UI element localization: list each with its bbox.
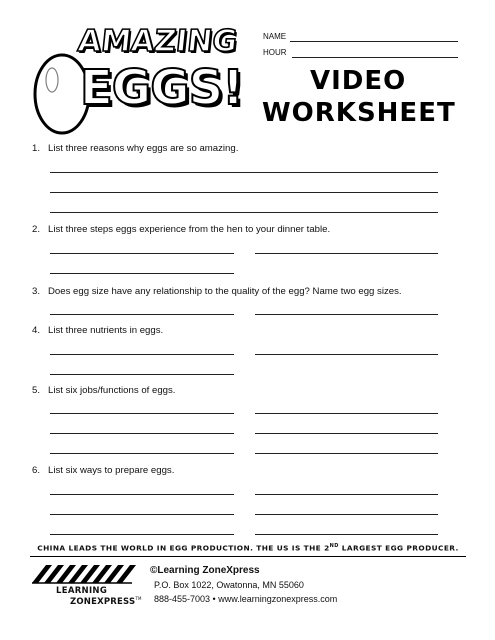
egg-fact-banner (30, 543, 466, 552)
question-text: Does egg size have any relationship to the quality of the egg? Name two egg sizes. (48, 286, 402, 297)
answer-line[interactable] (255, 534, 438, 535)
answer-line[interactable] (50, 433, 234, 434)
learning-zonexpress-logo-icon (32, 563, 144, 585)
question-number: 4. (32, 325, 41, 336)
question-number: 1. (32, 143, 41, 154)
hour-label: HOUR (263, 48, 287, 57)
answer-line[interactable] (50, 494, 234, 495)
question-2 (32, 224, 330, 235)
logo-text-zonexpress (70, 596, 142, 607)
question-number: 5. (32, 385, 41, 396)
title-eggs: EGGS! (80, 60, 244, 116)
subtitle-worksheet: WORKSHEET (262, 98, 456, 128)
answer-line[interactable] (50, 514, 234, 515)
answer-line[interactable] (50, 314, 234, 315)
answer-line[interactable] (50, 253, 234, 254)
question-text: List three reasons why eggs are so amazing. (48, 143, 239, 154)
company-address: P.O. Box 1022, Owatonna, MN 55060 (154, 580, 304, 590)
answer-line[interactable] (255, 354, 438, 355)
answer-line[interactable] (255, 433, 438, 434)
answer-line[interactable] (255, 494, 438, 495)
answer-line[interactable] (255, 253, 438, 254)
question-4 (32, 325, 163, 336)
question-number: 2. (32, 224, 41, 235)
question-5 (32, 385, 175, 396)
banner-text: CHINA LEADS THE WORLD IN EGG PRODUCTION. THE US IS THE 2 (37, 543, 330, 553)
answer-line[interactable] (50, 534, 234, 535)
question-1 (32, 143, 238, 154)
hour-field[interactable] (292, 57, 458, 58)
logo-text-learning: LEARNING (56, 586, 108, 596)
answer-line[interactable] (50, 172, 438, 173)
answer-line[interactable] (50, 273, 234, 274)
company-contact: 888-455-7003 • www.learningzonexpress.com (154, 594, 338, 604)
logo-trademark: TM (135, 596, 142, 601)
answer-line[interactable] (50, 192, 438, 193)
name-label: NAME (263, 32, 287, 41)
answer-line[interactable] (50, 212, 438, 213)
question-number: 3. (32, 286, 41, 297)
answer-line[interactable] (50, 374, 234, 375)
answer-line[interactable] (50, 354, 234, 355)
question-text: List three steps eggs experience from the hen to your dinner table. (48, 224, 331, 235)
answer-line[interactable] (50, 453, 234, 454)
title-amazing: AMAZING (76, 24, 239, 59)
banner-text-end: LARGEST EGG PRODUCER. (338, 543, 459, 553)
answer-line[interactable] (255, 514, 438, 515)
banner-superscript: ND (329, 543, 339, 549)
company-name: ©Learning ZoneXpress (150, 565, 260, 576)
answer-line[interactable] (50, 413, 234, 414)
answer-line[interactable] (255, 453, 438, 454)
question-text: List six ways to prepare eggs. (48, 465, 175, 476)
question-number: 6. (32, 465, 41, 476)
logo-brand: ZONEXPRESS (70, 596, 136, 607)
question-text: List three nutrients in eggs. (48, 325, 164, 336)
question-6 (32, 465, 174, 476)
answer-line[interactable] (255, 413, 438, 414)
subtitle-video: VIDEO (310, 66, 407, 96)
name-field[interactable] (290, 41, 458, 42)
answer-line[interactable] (255, 314, 438, 315)
question-3 (32, 286, 402, 297)
divider (30, 556, 466, 557)
question-text: List six jobs/functions of eggs. (48, 385, 176, 396)
